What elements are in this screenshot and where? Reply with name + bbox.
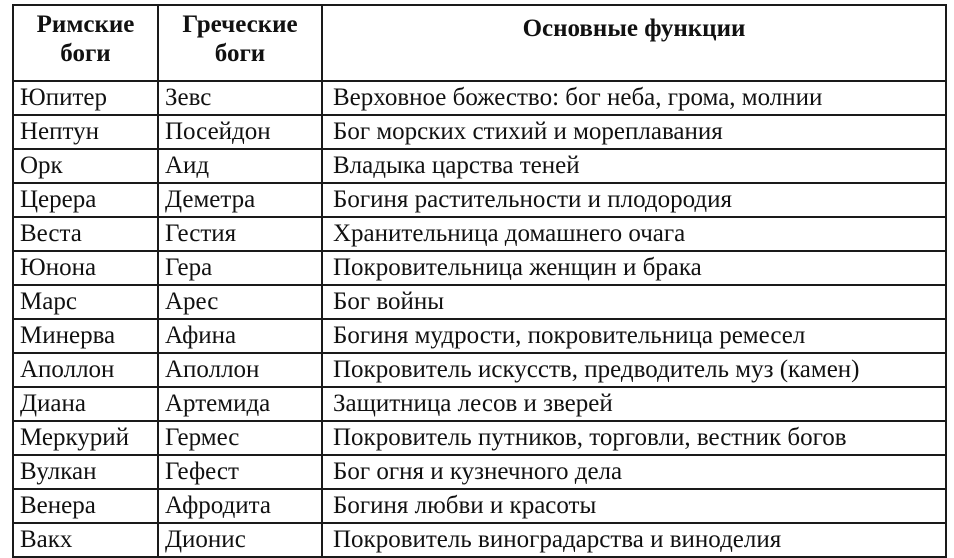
function-cell: Покровитель виноградарства и виноделия (322, 523, 946, 557)
function-cell: Верховное божество: бог неба, грома, молнии (322, 81, 946, 115)
greek-god-cell: Арес (158, 285, 322, 319)
gods-table (12, 4, 947, 558)
function-cell: Покровитель искусств, предводитель муз (камен) (322, 353, 946, 387)
function-cell: Бог войны (322, 285, 946, 319)
header-main-functions: Основные функции (322, 5, 946, 81)
greek-god-cell: Аид (158, 149, 322, 183)
roman-god-cell: Веста (13, 217, 158, 251)
greek-god-cell: Гестия (158, 217, 322, 251)
table-row (13, 455, 946, 489)
header-roman-line-1: Римские (36, 11, 135, 38)
roman-god-cell: Диана (13, 387, 158, 421)
roman-god-cell: Нептун (13, 115, 158, 149)
function-cell: Богиня мудрости, покровительница ремесел (322, 319, 946, 353)
greek-god-cell: Гера (158, 251, 322, 285)
function-cell: Бог огня и кузнечного дела (322, 455, 946, 489)
roman-god-cell: Аполлон (13, 353, 158, 387)
table-header (13, 5, 946, 81)
greek-god-cell: Посейдон (158, 115, 322, 149)
greek-god-cell: Зевс (158, 81, 322, 115)
greek-god-cell: Артемида (158, 387, 322, 421)
roman-god-cell: Орк (13, 149, 158, 183)
header-row (13, 5, 946, 81)
header-greek-line-2: боги (214, 40, 266, 67)
table-row (13, 353, 946, 387)
table-body (13, 81, 946, 557)
table-row (13, 421, 946, 455)
function-cell: Владыка царства теней (322, 149, 946, 183)
greek-god-cell: Деметра (158, 183, 322, 217)
function-cell: Бог морских стихий и мореплавания (322, 115, 946, 149)
header-roman-gods (13, 5, 158, 81)
greek-god-cell: Афродита (158, 489, 322, 523)
function-cell: Богиня растительности и плодородия (322, 183, 946, 217)
table-row (13, 81, 946, 115)
function-cell: Покровительница женщин и брака (322, 251, 946, 285)
function-cell: Защитница лесов и зверей (322, 387, 946, 421)
roman-god-cell: Марс (13, 285, 158, 319)
roman-god-cell: Вулкан (13, 455, 158, 489)
table-row (13, 149, 946, 183)
roman-god-cell: Юпитер (13, 81, 158, 115)
header-roman-line-2: боги (60, 40, 111, 67)
table-row (13, 115, 946, 149)
header-greek-gods (158, 5, 322, 81)
greek-god-cell: Гефест (158, 455, 322, 489)
header-greek-line-1: Греческие (182, 11, 298, 38)
roman-god-cell: Венера (13, 489, 158, 523)
roman-god-cell: Вакх (13, 523, 158, 557)
table-row (13, 523, 946, 557)
function-cell: Богиня любви и красоты (322, 489, 946, 523)
function-cell: Покровитель путников, торговли, вестник богов (322, 421, 946, 455)
roman-god-cell: Юнона (13, 251, 158, 285)
table-row (13, 319, 946, 353)
table-row (13, 387, 946, 421)
greek-god-cell: Дионис (158, 523, 322, 557)
roman-god-cell: Меркурий (13, 421, 158, 455)
table-row (13, 489, 946, 523)
table-row (13, 217, 946, 251)
roman-god-cell: Церера (13, 183, 158, 217)
roman-god-cell: Минерва (13, 319, 158, 353)
greek-god-cell: Аполлон (158, 353, 322, 387)
table-row (13, 251, 946, 285)
function-cell: Хранительница домашнего очага (322, 217, 946, 251)
greek-god-cell: Афина (158, 319, 322, 353)
greek-god-cell: Гермес (158, 421, 322, 455)
table-row (13, 285, 946, 319)
table-row (13, 183, 946, 217)
